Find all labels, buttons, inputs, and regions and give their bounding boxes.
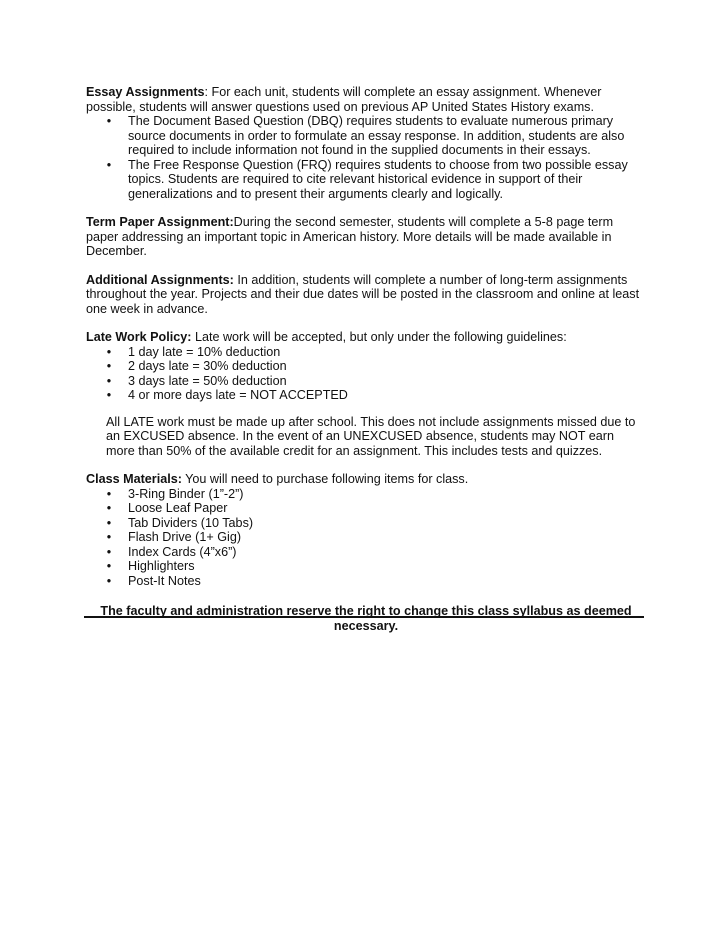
list-item: [86, 545, 646, 560]
late-work-note: All LATE work must be made up after school. This does not include assignments missed due to an EXCUSED absence. In the event of an UNEXCUSED absence, students may NOT earn more than 50% of the available credit for an assignment. This includes tests and quizzes.: [106, 414, 636, 458]
bullet-icon: •: [106, 344, 112, 359]
late-work-list: [86, 345, 646, 403]
list-item-text: 3-Ring Binder (1”-2”): [128, 486, 244, 501]
bullet-icon: •: [106, 359, 112, 373]
list-item-text: 1 day late = 10% deduction: [128, 344, 281, 359]
list-item-text: The Free Response Question (FRQ) requires students to choose from two possible essay topics. Students are required to cite relevant historical evidence in support of their generalizations and to present their arguments clearly and logically.: [128, 157, 628, 201]
list-item-text: 2 days late = 30% deduction: [128, 359, 287, 373]
list-item: [86, 487, 646, 502]
list-item: [86, 516, 646, 531]
class-materials-text: You will need to purchase following items for class.: [181, 472, 469, 486]
late-work-paragraph: [86, 330, 646, 345]
list-item: [86, 158, 646, 202]
late-work-section: [86, 330, 646, 458]
closing-statement: The faculty and administration reserve the right to change this class syllabus as deemed necessary.: [100, 604, 632, 633]
bullet-icon: •: [106, 559, 112, 573]
late-work-text: Late work will be accepted, but only under the following guidelines:: [191, 330, 567, 344]
list-item-text: 3 days late = 50% deduction: [128, 373, 287, 388]
bullet-icon: •: [106, 515, 112, 530]
document-page: [86, 85, 646, 633]
additional-assignments-text: In addition, students will complete a number of long-term assignments throughout the year. Projects and their due dates will be posted in the classroom and online at least one week in advance.: [86, 272, 640, 316]
bullet-icon: •: [106, 114, 112, 128]
essay-assignments-section: [86, 85, 646, 201]
essay-types-list: [86, 114, 646, 201]
list-item: [86, 530, 646, 545]
list-item: [86, 345, 646, 360]
bullet-icon: •: [106, 486, 112, 501]
additional-assignments-heading: Additional Assignments:: [86, 272, 234, 287]
essay-assignments-heading: Essay Assignments: [86, 85, 205, 99]
list-item: [86, 388, 646, 403]
list-item-text: Tab Dividers (10 Tabs): [128, 515, 254, 530]
bullet-icon: •: [106, 373, 112, 388]
class-materials-section: [86, 472, 646, 588]
list-item: [86, 114, 646, 158]
bullet-icon: •: [106, 501, 112, 515]
essay-assignments-intro: : For each unit, students will complete an essay assignment. Whenever possible, students will answer questions used on previous AP United States History exams.: [86, 85, 602, 114]
term-paper-paragraph: [86, 215, 646, 259]
class-materials-paragraph: [86, 472, 646, 487]
bullet-icon: •: [106, 530, 112, 544]
additional-assignments-section: [86, 273, 646, 317]
term-paper-heading: Term Paper Assignment:: [86, 215, 234, 229]
list-item: [86, 559, 646, 574]
additional-assignments-paragraph: [86, 273, 646, 317]
list-item-text: Post-It Notes: [128, 573, 201, 588]
list-item-text: The Document Based Question (DBQ) requires students to evaluate numerous primary source documents in order to formulate an essay response. In addition, students are also required to include information not found in the supplied documents in their essays.: [128, 114, 625, 157]
term-paper-text: During the second semester, students will complete a 5-8 page term paper addressing an important topic in American history. More details will be made available in December.: [86, 215, 614, 258]
class-materials-list: [86, 487, 646, 589]
bullet-icon: •: [106, 157, 112, 172]
essay-assignments-paragraph: [86, 85, 646, 114]
horizontal-rule: [84, 616, 644, 618]
list-item-text: 4 or more days late = NOT ACCEPTED: [128, 388, 348, 402]
list-item: [86, 359, 646, 374]
class-materials-heading: Class Materials:: [86, 472, 182, 486]
list-item: [86, 501, 646, 516]
term-paper-section: [86, 215, 646, 259]
list-item-text: Index Cards (4”x6”): [128, 544, 237, 559]
bullet-icon: •: [106, 388, 112, 402]
list-item-text: Highlighters: [128, 559, 195, 573]
list-item: [86, 574, 646, 589]
list-item-text: Flash Drive (1+ Gig): [128, 530, 242, 544]
list-item-text: Loose Leaf Paper: [128, 501, 228, 515]
bullet-icon: •: [106, 544, 112, 559]
list-item: [86, 374, 646, 389]
bullet-icon: •: [106, 573, 112, 588]
late-work-heading: Late Work Policy:: [86, 330, 192, 344]
